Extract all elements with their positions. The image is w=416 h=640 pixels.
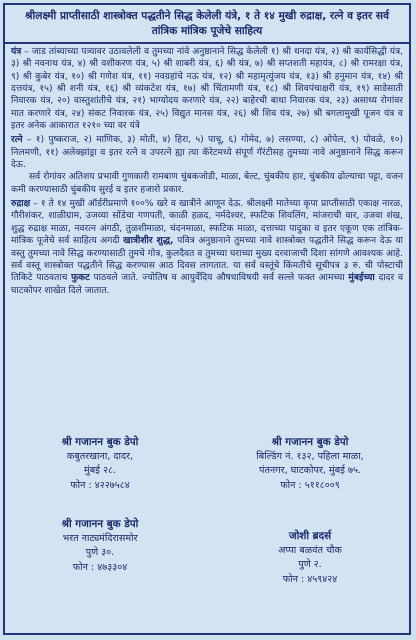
shop-address-line: पंतनगर, घाटकोपर, मुंबई ७५. — [259, 465, 361, 476]
rudraksh-emphasis-3: मुंबईच्या — [348, 273, 375, 284]
rog-text: सर्व रोगांवर अतिशय प्रभावी गुणकारी रामबाण चुंबकजोडी, माळा, बेल्ट, चुंबकीय हार, चुंबकीय ढोल्याचा पट्टा, वजन कमी करण्यासाठी चुंबकीय सुरई व इतर हजारो प्रकार. — [11, 172, 403, 195]
shop-address-line: मुंबई २८. — [83, 465, 116, 476]
shop-dadar — [15, 435, 185, 493]
shop-pune-30 — [15, 517, 185, 575]
rudraksh-text-2: पवित्र अनुष्ठानाने तुमच्या नावे शास्त्रोक्त पद्धतीने सिद्ध करून देऊ या वस्तु तुमच्या नावे सिद्ध करण्यासाठी तुमचे गोत्र, कुलदैवत व तुमच्या घराच्या मुख्य दरवाजाची दिशा सांगणे आवश्यक आहे. सर्व वस्तू शास्त्रोक्त पद्धतीने सिद्ध करण्यास आठ दिवस लागतात. या सर्व वस्तूंचे किंमतीचे सूचीपत्र ३ रु. ची पोस्टाची तिकिटे पाठवताच — [11, 236, 403, 284]
shop-name: श्री गजानन बुक डेपो — [61, 518, 139, 530]
rudraksh-text: – १ ते १४ मुखी ऑर्डरीप्रमाणे १००% खरे व खात्रीने आणून देऊ. श्रीलक्ष्मी मातेच्या कृपा प्राप्तीसाठी एकाक्ष नारळ, गौरीशंकर, शाळीग्राम, उजव्या सोंडेचा गणपती, काळी हळद, नर्मदेश्वर, स्फटिक शिवलिंग, मांजराची वार, उजवा शंख, शुद्ध रुद्राक्ष माळा, नवरत्न अंगठी, तुळशीमाळा, चंदनमाळा, स्फटिक माळा, दत्ताच्या पादुका व इतर एकूण एक तांत्रिक-मांत्रिक पूजेचे सर्व साहित्य अगदी — [11, 199, 403, 247]
rudraksh-emphasis-2: फुकट — [71, 273, 90, 284]
shop-address-line: पुणे २. — [298, 559, 322, 570]
shop-phone: फोन : ४२२७५८४ — [70, 479, 130, 491]
ad-body — [5, 44, 409, 297]
ratne-label: रत्ने — [11, 135, 23, 146]
shop-address-line: भरत नाट्यमंदिरासमोर — [62, 532, 138, 544]
ratne-paragraph — [11, 134, 403, 171]
ad-title: श्रीलक्ष्मी प्राप्तीसाठी शास्त्रोक्त पद्धतीने सिद्ध केलेली यंत्रे, १ ते १४ मुखी रुद्राक्ष, रत्ने व इतर सर्व तांत्रिक मांत्रिक पूजेचे साहित्य — [5, 5, 409, 44]
shop-pune-2 — [215, 529, 405, 587]
shop-address-line: बिल्डिंग नं. १३२, पहिला माळा, — [256, 450, 364, 462]
yantra-text: – जाड तांब्याच्या पत्र्यावर उठावलेली व तुमच्या नांवे अनुष्ठानाने सिद्ध केलेली १) श्री धनदा यंत्र, २) श्री कार्यसिद्धी यंत्र, ३) श्री नवनाथ यंत्र, ४) श्री वशीकरण यंत्र, ५) श्री शाबरी यंत्र, ६) श्री यंत्र, ७) श्री सप्तशती महायंत्र, ८) श्री रामरक्षा यंत्र, ९) श्री कुबेर यंत्र, १०) श्री गणेश यंत्र, ११) नवग्रहांचे नऊ यंत्र, १२) श्री महामृत्युंजय यंत्र, १३) श्री हनुमान यंत्र, १४) श्री दत्तयंत्र, १५) श्री शनी यंत्र, १६) श्री व्यंकटेश यंत्र, १७) श्री चिंतामणी यंत्र, १८) श्री शिवपंचाक्षरी यंत्र, १९) साडेसाती निवारक यंत्र, २०) वास्तुशांतीचे यंत्र, २१) भाग्योदय करणारे यंत्र, २२) बाहेरची बाधा निवारक यंत्र, २३) असाध्य रोगांवर मात करणारे यंत्र, २४) संकट निवारक यंत्र, २५) विद्युत मानस यंत्र, २६) श्री शिव यंत्र, २७) श्री बगलामुखी पूजन यंत्र व इतर अनेक आकारात १२१० च्या वर यंत्रे — [11, 47, 404, 132]
shop-address-line: पुणे ३०. — [85, 547, 115, 558]
yantra-paragraph — [11, 46, 403, 132]
rudraksh-text-3: पाठवले जाते. ज्योतिष व आयुर्वेदिय औषधाविषयी सर्व सल्ले फक्त आमच्या — [89, 273, 349, 284]
rudraksh-label: रुद्राक्ष — [11, 199, 31, 210]
rudraksh-paragraph — [11, 198, 403, 297]
shop-phone: फोन : ४५९४२४ — [282, 573, 338, 585]
rudraksh-text-4: दादर व घाटकोपर शाखेत दिले जातात. — [11, 273, 404, 296]
rudraksh-emphasis: खात्रीशीर शुद्ध, — [123, 236, 174, 247]
shop-name: श्री गजानन बुक डेपो — [61, 436, 139, 448]
advertisement-card — [3, 3, 411, 635]
ratne-text: – १) पुष्कराज, २) माणिक, ३) मोती, ४) हिरा, ५) पाचू, ६) गोमेद, ७) लसण्या, ८) ओपेल, ९) पोवळे, १०) निलमणी, ११) अलेक्झांड्रा व इतर रत्ने व उपरत्ने ह्या त्या कॅरेटमध्ये संपूर्ण गॅरंटीसह तुमच्या नावे अनुष्ठानाने सिद्ध करून देऊ. — [11, 135, 403, 171]
shop-name: जोशी ब्रदर्स — [288, 530, 332, 542]
rog-paragraph — [11, 171, 403, 196]
shop-phone: फोन : ४७३३०४ — [72, 561, 128, 573]
shop-ghatkopar — [215, 435, 405, 493]
shop-name: श्री गजानन बुक डेपो — [271, 436, 349, 448]
shop-phone: फोन : ५११८००९ — [280, 479, 340, 491]
shop-address-line: अप्पा बळवंत चौक — [278, 544, 342, 556]
yantra-label: यंत्र — [11, 47, 22, 57]
shop-address-line: कबुतरखाना, दादर, — [66, 450, 134, 462]
